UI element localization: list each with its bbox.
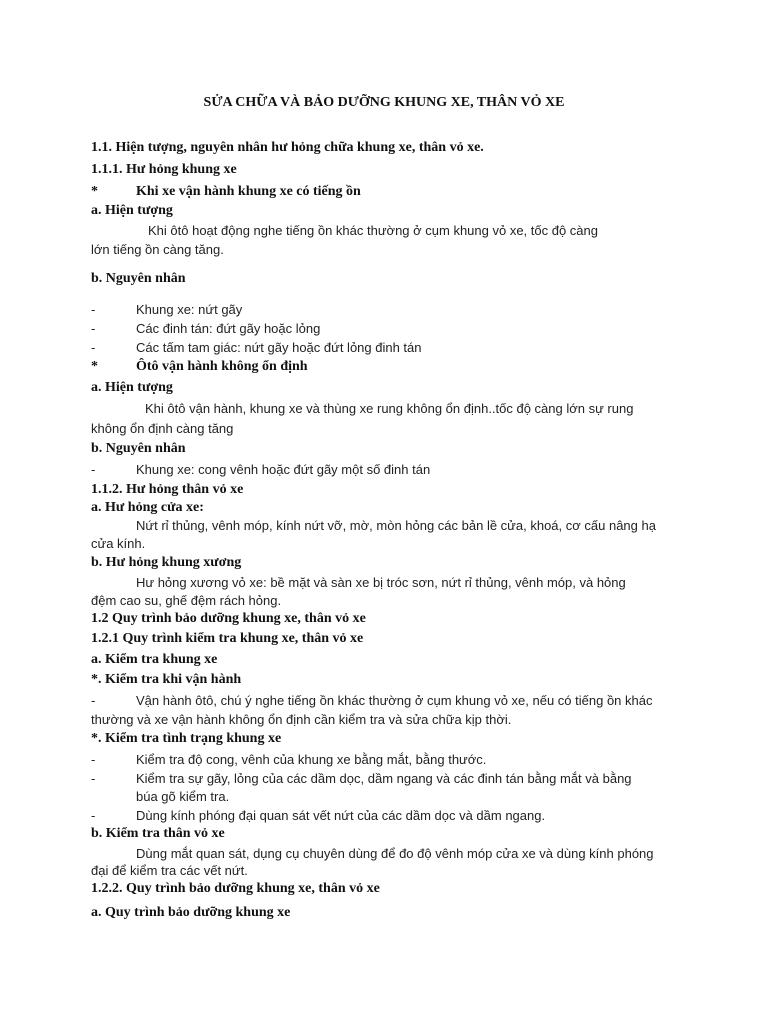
paragraph-line: Khi ôtô vận hành, khung xe và thùng xe rung không ổn định..tốc độ càng lớn sự rung xyxy=(145,401,634,416)
subheading-cause: b. Nguyên nhân xyxy=(91,441,186,456)
subheading-frame-damage: b. Hư hỏng khung xương xyxy=(91,555,242,570)
section-heading-1-2-2: 1.2.2. Quy trình bảo dưỡng khung xe, thân vỏ xe xyxy=(91,881,380,896)
dash-marker: - xyxy=(91,808,96,823)
dash-item-text: Kiểm tra độ cong, vênh của khung xe bằng mắt, bằng thước. xyxy=(136,752,487,767)
dash-item-text: Khung xe: cong vênh hoặc đứt gãy một số đinh tán xyxy=(136,462,431,477)
dash-item-text: Dùng kính phóng đại quan sát vết nứt của các dầm dọc và dầm ngang. xyxy=(136,808,546,823)
subheading-operation-check: *. Kiểm tra khi vận hành xyxy=(91,672,242,687)
dash-item-text: Các đinh tán: đứt gãy hoặc lỏng xyxy=(136,321,321,336)
subheading-frame-maintenance: a. Quy trình bảo dưỡng khung xe xyxy=(91,905,291,920)
paragraph-line: đại để kiểm tra các vết nứt. xyxy=(91,863,248,878)
star-marker: * xyxy=(91,184,98,199)
subheading-door-damage: a. Hư hỏng cửa xe: xyxy=(91,500,204,515)
paragraph-line: đệm cao su, ghế đệm rách hỏng. xyxy=(91,593,282,608)
bullet-heading-unstable: Ôtô vận hành không ổn định xyxy=(136,359,308,374)
dash-item-text: Khung xe: nứt gãy xyxy=(136,302,243,317)
paragraph-line: cửa kính. xyxy=(91,536,146,551)
dash-marker: - xyxy=(91,321,96,336)
paragraph-line: Khi ôtô hoạt động nghe tiếng ồn khác thường ở cụm khung vỏ xe, tốc độ càng xyxy=(148,223,598,238)
dash-marker: - xyxy=(91,302,96,317)
paragraph-line: không ổn định càng tăng xyxy=(91,421,234,436)
bullet-heading-noise: Khi xe vận hành khung xe có tiếng ồn xyxy=(136,184,361,199)
dash-item-text: Kiểm tra sự gãy, lỏng của các dầm dọc, dầm ngang và các đinh tán bằng mắt và bằng xyxy=(136,771,632,786)
subheading-condition-check: *. Kiểm tra tình trạng khung xe xyxy=(91,731,282,746)
paragraph-line: Dùng mắt quan sát, dụng cụ chuyên dùng để đo độ vênh móp cửa xe và dùng kính phóng xyxy=(136,846,654,861)
paragraph-line: búa gõ kiểm tra. xyxy=(136,789,230,804)
dash-marker: - xyxy=(91,340,96,355)
dash-marker: - xyxy=(91,752,96,767)
subheading-cause: b. Nguyên nhân xyxy=(91,271,186,286)
dash-marker: - xyxy=(91,693,96,708)
dash-item-text: Các tấm tam giác: nứt gãy hoặc đứt lỏng đinh tán xyxy=(136,340,422,355)
section-heading-1-1-2: 1.1.2. Hư hỏng thân vỏ xe xyxy=(91,482,244,497)
paragraph-line: thường và xe vận hành không ổn định cần kiểm tra và sửa chữa kịp thời. xyxy=(91,712,512,727)
subheading-phenomenon: a. Hiện tượng xyxy=(91,380,173,395)
dash-marker: - xyxy=(91,771,96,786)
subheading-frame-check: a. Kiểm tra khung xe xyxy=(91,652,218,667)
star-marker: * xyxy=(91,359,98,374)
subheading-body-check: b. Kiểm tra thân vỏ xe xyxy=(91,826,225,841)
paragraph-line: Hư hỏng xương vỏ xe: bề mặt và sàn xe bị tróc sơn, nứt rỉ thủng, vênh móp, và hỏng xyxy=(136,575,626,590)
subheading-phenomenon: a. Hiện tượng xyxy=(91,203,173,218)
paragraph-line: lớn tiếng ồn càng tăng. xyxy=(91,242,224,257)
document-title: SỬA CHỮA VÀ BẢO DƯỠNG KHUNG XE, THÂN VỎ XE xyxy=(203,95,565,110)
paragraph-line: Nứt rỉ thủng, vênh móp, kính nứt vỡ, mờ, mòn hỏng các bản lề cửa, khoá, cơ cấu nâng hạ xyxy=(136,518,656,533)
section-heading-1-2-1: 1.2.1 Quy trình kiểm tra khung xe, thân vỏ xe xyxy=(91,631,364,646)
section-heading-1-2: 1.2 Quy trình bảo dưỡng khung xe, thân vỏ xe xyxy=(91,611,366,626)
section-heading-1-1-1: 1.1.1. Hư hỏng khung xe xyxy=(91,162,237,177)
dash-item-text: Vận hành ôtô, chú ý nghe tiếng ồn khác thường ở cụm khung vỏ xe, nếu có tiếng ồn khác xyxy=(136,693,653,708)
dash-marker: - xyxy=(91,462,96,477)
section-heading-1-1: 1.1. Hiện tượng, nguyên nhân hư hỏng chữa khung xe, thân vỏ xe. xyxy=(91,140,484,155)
